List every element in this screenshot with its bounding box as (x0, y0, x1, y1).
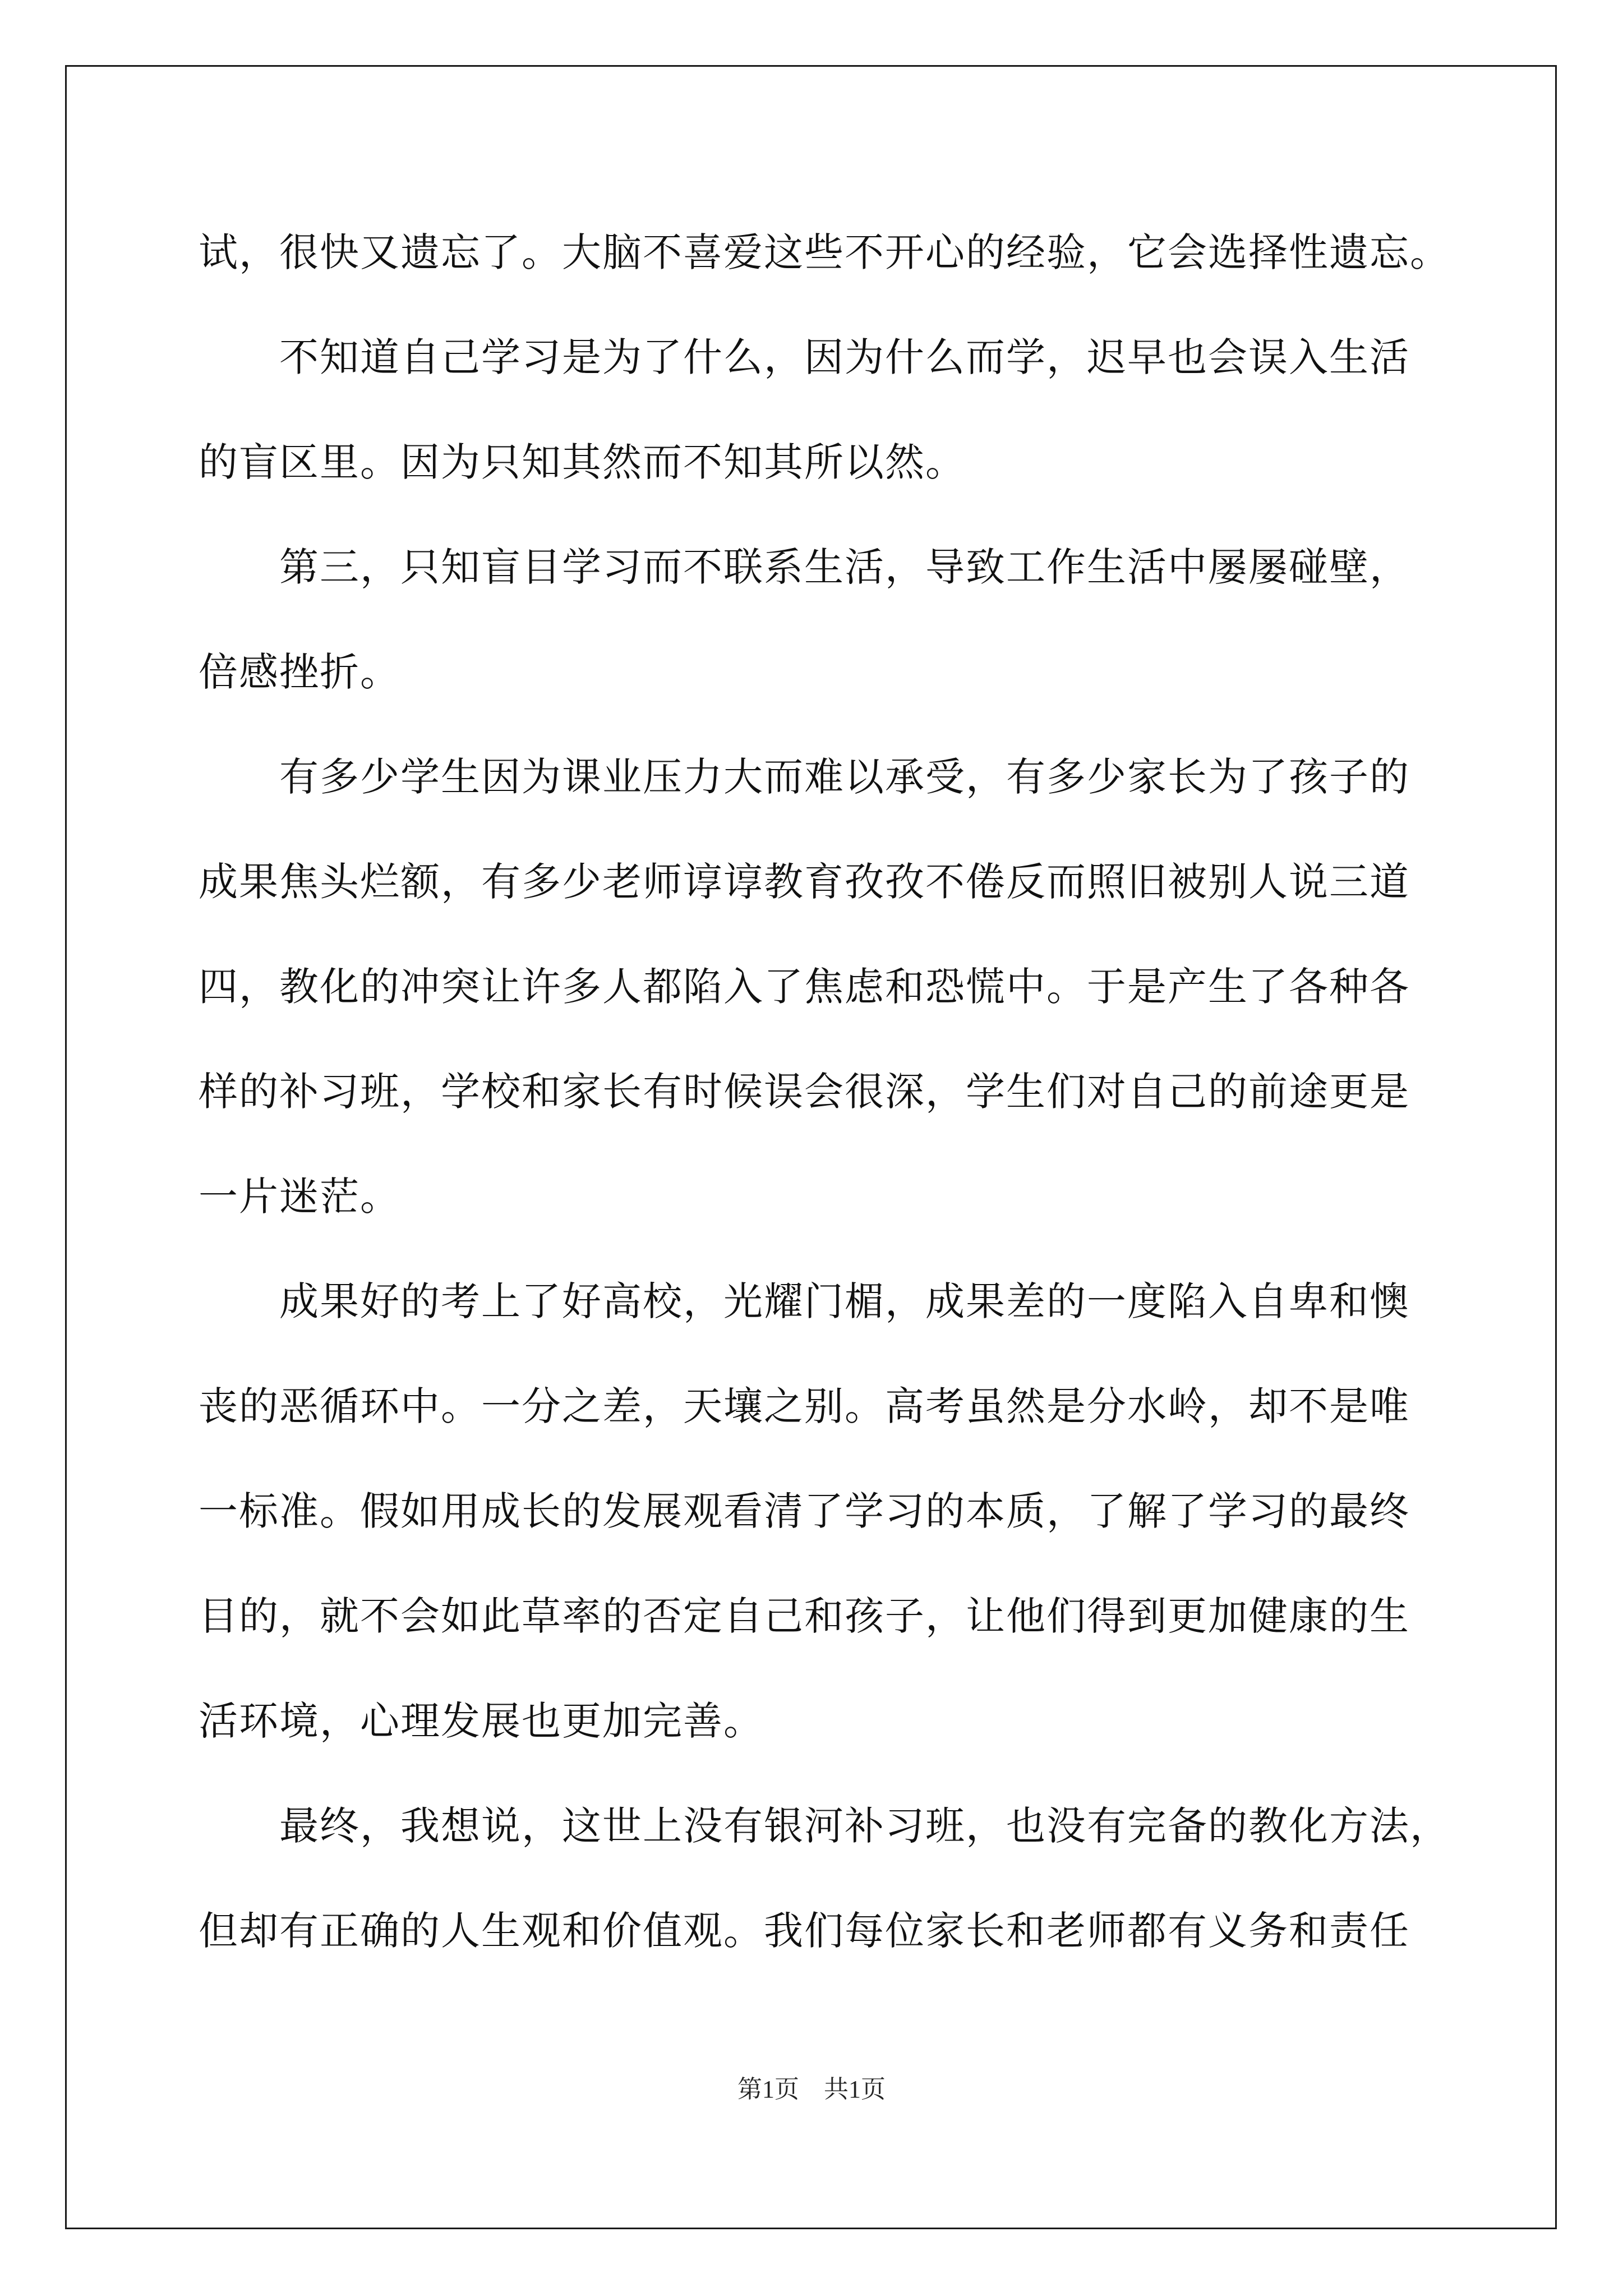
text-line: 活环境，心理发展也更加完善。 (199, 1698, 764, 1744)
text-line: 不知道自己学习是为了什么，因为什么而学，迟早也会误入生活 (199, 334, 1410, 380)
text-line: 样的补习班，学校和家长有时候误会很深，学生们对自己的前途更是 (199, 1069, 1410, 1115)
text-line: 倍感挫折。 (199, 649, 400, 695)
page-number-footer: 第1页 共1页 (737, 2076, 886, 2103)
text-line: 一标准。假如用成长的发展观看清了学习的本质，了解了学习的最终 (199, 1488, 1410, 1534)
text-line: 第三，只知盲目学习而不联系生活，导致工作生活中屡屡碰壁， (199, 544, 1410, 590)
text-line: 但却有正确的人生观和价值观。我们每位家长和老师都有义务和责任 (199, 1908, 1410, 1954)
text-line: 四，教化的冲突让许多人都陷入了焦虑和恐慌中。于是产生了各种各 (199, 964, 1410, 1010)
text-line: 丧的恶循环中。一分之差，天壤之别。高考虽然是分水岭，却不是唯 (199, 1383, 1410, 1429)
text-line: 的盲区里。因为只知其然而不知其所以然。 (199, 439, 966, 485)
text-line: 最终，我想说，这世上没有银河补习班，也没有完备的教化方法， (199, 1803, 1450, 1849)
text-line: 成果好的考上了好高校，光耀门楣，成果差的一度陷入自卑和懊 (199, 1278, 1410, 1324)
text-line: 有多少学生因为课业压力大而难以承受，有多少家长为了孩子的 (199, 754, 1410, 800)
text-line: 成果焦头烂额，有多少老师谆谆教育孜孜不倦反而照旧被别人说三道 (199, 859, 1410, 905)
text-line: 目的，就不会如此草率的否定自己和孩子，让他们得到更加健康的生 (199, 1593, 1410, 1639)
text-line: 试，很快又遗忘了。大脑不喜爱这些不开心的经验，它会选择性遗忘。 (199, 229, 1450, 275)
text-line: 一片迷茫。 (199, 1174, 400, 1220)
document-body (199, 213, 1450, 1996)
